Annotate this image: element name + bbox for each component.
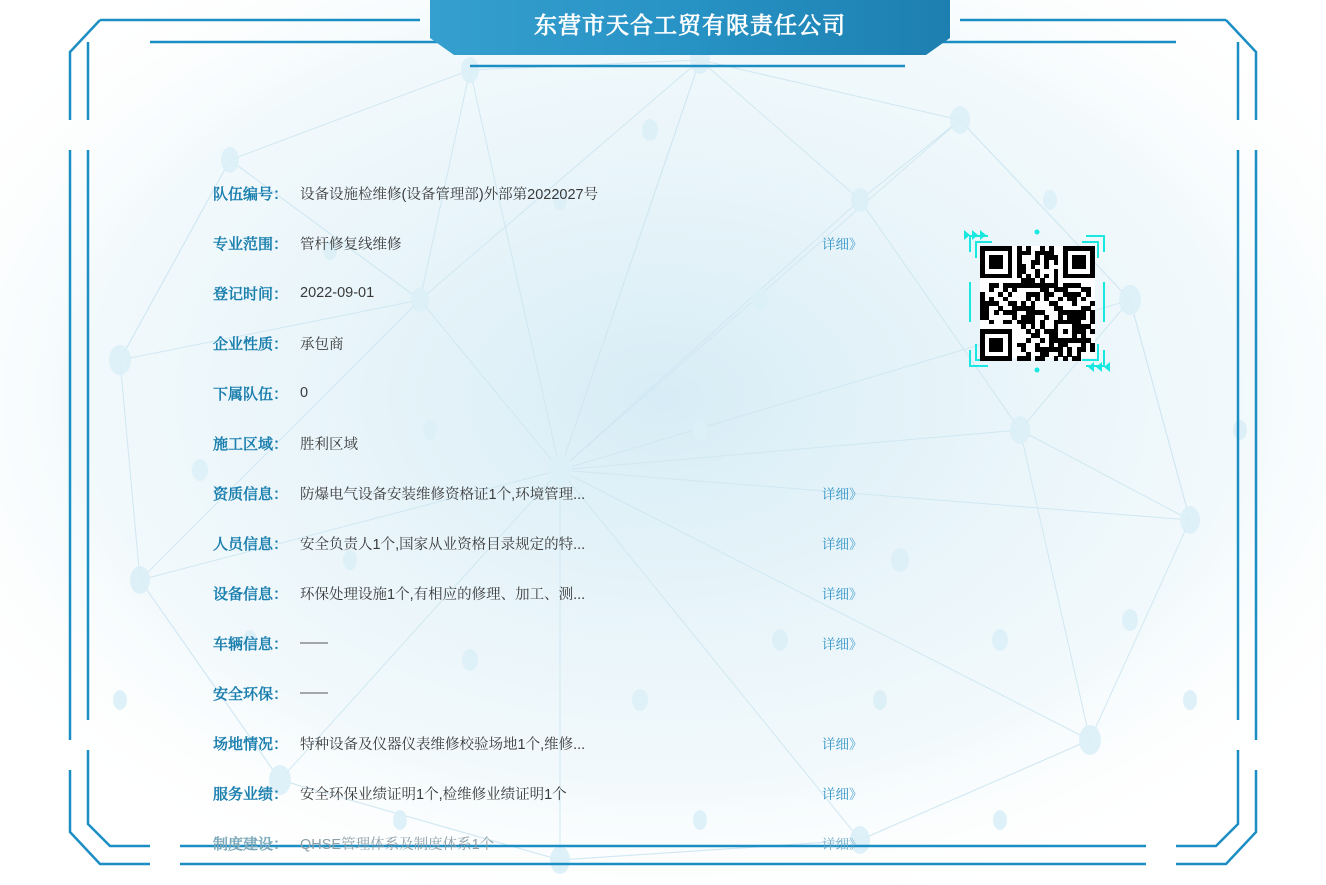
detail-link-personnel[interactable]: 详细》 bbox=[822, 537, 863, 552]
value-safety-environment: —— bbox=[300, 685, 327, 701]
info-row-personnel bbox=[0, 518, 1326, 568]
detail-link-system-construction[interactable]: 详细》 bbox=[822, 837, 863, 852]
qr-code-block[interactable] bbox=[962, 222, 1112, 380]
detail-link-equipment[interactable]: 详细》 bbox=[822, 587, 863, 602]
value-construction-area: 胜利区域 bbox=[300, 436, 358, 453]
value-system-construction: QHSE管理体系及制度体系1个 bbox=[300, 836, 495, 853]
label-construction-area: 施工区域： bbox=[212, 435, 288, 453]
label-vehicle: 车辆信息： bbox=[212, 635, 288, 653]
label-qualification: 资质信息： bbox=[212, 485, 288, 503]
qr-code-image[interactable] bbox=[980, 246, 1095, 358]
title-banner bbox=[430, 0, 950, 55]
info-row-subordinate-teams bbox=[0, 368, 1326, 418]
info-row-qualification bbox=[0, 468, 1326, 518]
label-registration-date: 登记时间： bbox=[212, 285, 288, 303]
detail-link-qualification[interactable]: 详细》 bbox=[822, 487, 863, 502]
label-specialty-scope: 专业范围： bbox=[212, 235, 288, 253]
info-row-equipment bbox=[0, 568, 1326, 618]
value-vehicle: —— bbox=[300, 635, 327, 651]
detail-link-site-condition[interactable]: 详细》 bbox=[822, 737, 863, 752]
info-row-construction-area bbox=[0, 418, 1326, 468]
value-team-code: 设备设施检维修(设备管理部)外部第2022027号 bbox=[300, 186, 599, 203]
detail-link-service-performance[interactable]: 详细》 bbox=[822, 787, 863, 802]
value-site-condition: 特种设备及仪器仪表维修校验场地1个,维修... bbox=[300, 736, 586, 753]
info-row-system-construction bbox=[0, 818, 1326, 868]
label-subordinate-teams: 下属队伍： bbox=[212, 385, 288, 403]
company-info-list bbox=[0, 168, 1326, 868]
value-subordinate-teams: 0 bbox=[300, 385, 309, 401]
info-row-service-performance bbox=[0, 768, 1326, 818]
label-safety-environment: 安全环保： bbox=[212, 685, 288, 703]
value-qualification: 防爆电气设备安装维修资格证1个,环境管理... bbox=[300, 486, 586, 503]
label-team-code: 队伍编号： bbox=[212, 185, 288, 203]
value-service-performance: 安全环保业绩证明1个,检维修业绩证明1个 bbox=[300, 786, 567, 803]
detail-link-specialty-scope[interactable]: 详细》 bbox=[822, 237, 863, 252]
value-specialty-scope: 管杆修复线维修 bbox=[300, 236, 402, 253]
info-row-site-condition bbox=[0, 718, 1326, 768]
info-row-registration-date bbox=[0, 268, 1326, 318]
value-enterprise-nature: 承包商 bbox=[300, 336, 344, 353]
value-registration-date: 2022-09-01 bbox=[300, 285, 375, 301]
value-equipment: 环保处理设施1个,有相应的修理、加工、测... bbox=[300, 586, 586, 603]
label-equipment: 设备信息： bbox=[212, 585, 288, 603]
info-row-specialty-scope bbox=[0, 218, 1326, 268]
info-row-team-code bbox=[0, 168, 1326, 218]
info-row-enterprise-nature bbox=[0, 318, 1326, 368]
label-service-performance: 服务业绩： bbox=[212, 785, 288, 803]
info-row-vehicle bbox=[0, 618, 1326, 668]
label-enterprise-nature: 企业性质： bbox=[212, 335, 288, 353]
value-personnel: 安全负责人1个,国家从业资格目录规定的特... bbox=[300, 536, 586, 553]
company-title: 东营市天合工贸有限责任公司 bbox=[534, 12, 846, 38]
label-site-condition: 场地情况： bbox=[212, 735, 288, 753]
detail-link-vehicle[interactable]: 详细》 bbox=[822, 637, 863, 652]
label-personnel: 人员信息： bbox=[212, 535, 288, 553]
info-row-safety-environment bbox=[0, 668, 1326, 718]
label-system-construction: 制度建设： bbox=[212, 835, 288, 853]
